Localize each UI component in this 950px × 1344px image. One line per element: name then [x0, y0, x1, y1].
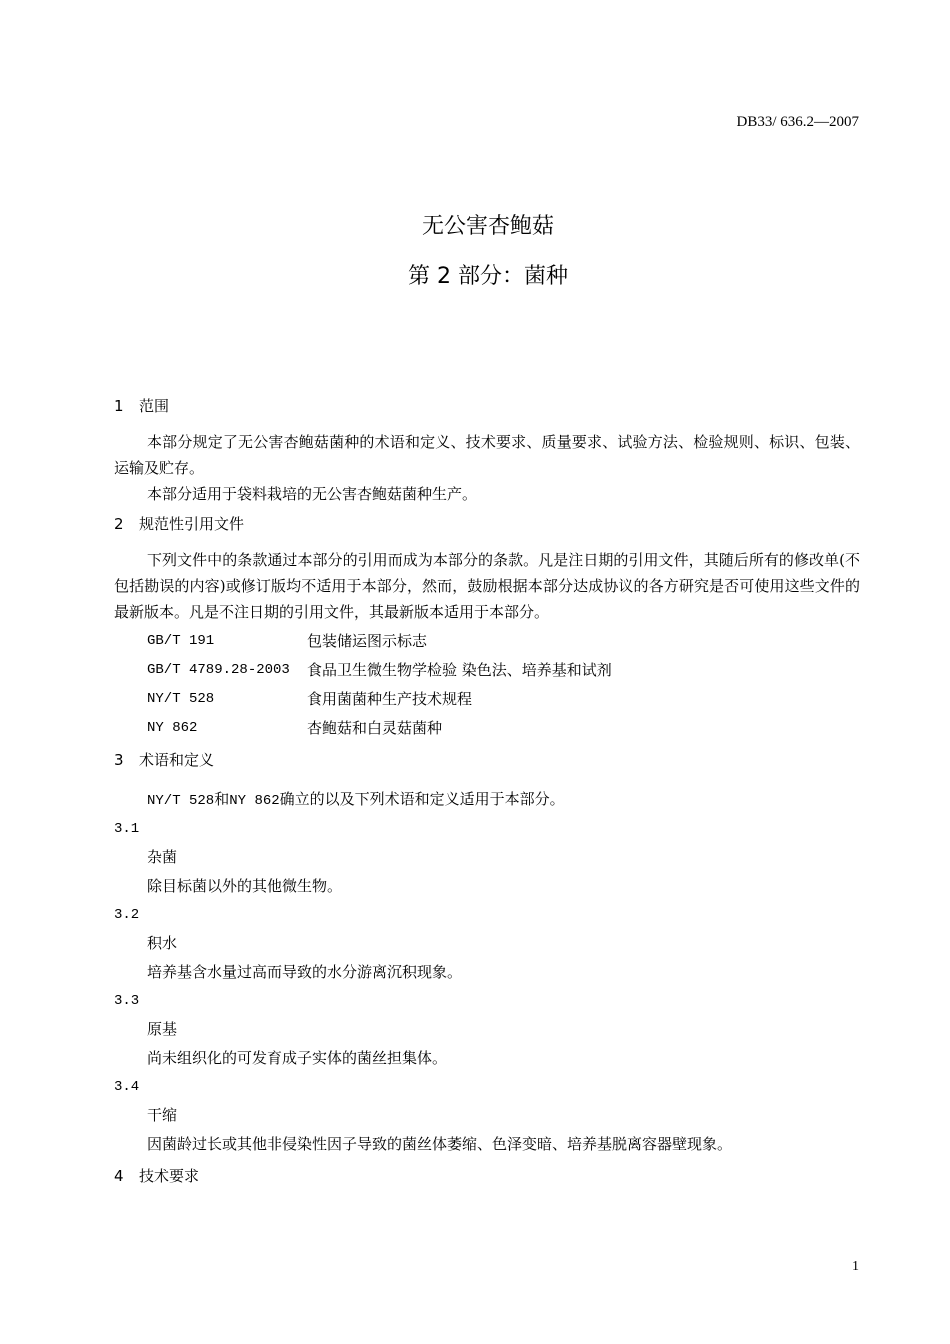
- reference-item: [114, 714, 860, 743]
- term-name: 干缩: [147, 1106, 178, 1124]
- section-heading-technical-requirements: [114, 1165, 860, 1195]
- reference-code: NY 862: [147, 720, 198, 736]
- document-body: [114, 395, 860, 1199]
- term-name: 原基: [147, 1020, 178, 1038]
- reference-item: [114, 627, 860, 656]
- section-title: 技术要求: [139, 1167, 200, 1185]
- paragraph: 下列文件中的条款通过本部分的引用而成为本部分的条款。凡是注日期的引用文件，其随后所有的修改单(不包括勘误的内容)或修订版均不适用于本部分，然而，鼓励根据本部分达成协议的各方研究是否可使用这些文件的最新版本。凡是不注日期的引用文件，其最新版本适用于本部分。: [114, 551, 860, 621]
- section-number: 3: [114, 751, 124, 769]
- section-heading-terms-definitions: [114, 749, 860, 779]
- reference-title: 包装储运图示标志: [307, 632, 428, 650]
- section-number: 4: [114, 1167, 124, 1185]
- reference-title: 食品卫生微生物学检验 染色法、培养基和试剂: [307, 661, 612, 679]
- page-number: 1: [852, 1259, 859, 1274]
- section-title: 规范性引用文件: [139, 515, 245, 533]
- section-number: 1: [114, 397, 124, 415]
- reference-item: [114, 685, 860, 714]
- document-title: 无公害杏鲍菇: [421, 214, 554, 239]
- terms-intro: NY/T 528和NY 862确立的以及下列术语和定义适用于本部分。: [147, 790, 565, 809]
- paragraph: 本部分规定了无公害杏鲍菇菌种的术语和定义、技术要求、质量要求、试验方法、检验规则、标识、包装、运输及贮存。: [114, 433, 860, 477]
- reference-code: NY/T 528: [147, 691, 215, 707]
- term-name: 积水: [147, 934, 178, 952]
- document-subtitle: 第 2 部分：菌种: [408, 264, 568, 289]
- paragraph: 本部分适用于袋料栽培的无公害杏鲍菇菌种生产。: [147, 485, 478, 503]
- term-definition: 除目标菌以外的其他微生物。: [147, 877, 343, 895]
- section-title: 术语和定义: [139, 751, 215, 769]
- term-definition: 因菌龄过长或其他非侵染性因子导致的菌丝体萎缩、色泽变暗、培养基脱离容器壁现象。: [147, 1135, 733, 1153]
- reference-list: [114, 627, 860, 743]
- section-title: 范围: [139, 397, 170, 415]
- term-number: 3.1: [114, 821, 140, 837]
- reference-code: GB/T 4789.28-2003: [147, 662, 290, 678]
- term-number: 3.2: [114, 907, 140, 923]
- reference-code: GB/T 191: [147, 633, 215, 649]
- reference-item: [114, 656, 860, 685]
- standard-code: DB33/ 636.2—2007: [736, 114, 859, 130]
- term-name: 杂菌: [147, 848, 178, 866]
- section-number: 2: [114, 515, 124, 533]
- reference-title: 杏鲍菇和白灵菇菌种: [307, 719, 443, 737]
- term-definition: 培养基含水量过高而导致的水分游离沉积现象。: [147, 963, 463, 981]
- term-number: 3.3: [114, 993, 140, 1009]
- section-heading-normative-references: [114, 513, 860, 543]
- term-number: 3.4: [114, 1079, 140, 1095]
- term-definition: 尚未组织化的可发育成子实体的菌丝担集体。: [147, 1049, 448, 1067]
- reference-title: 食用菌菌种生产技术规程: [307, 690, 473, 708]
- section-heading-scope: [114, 395, 860, 425]
